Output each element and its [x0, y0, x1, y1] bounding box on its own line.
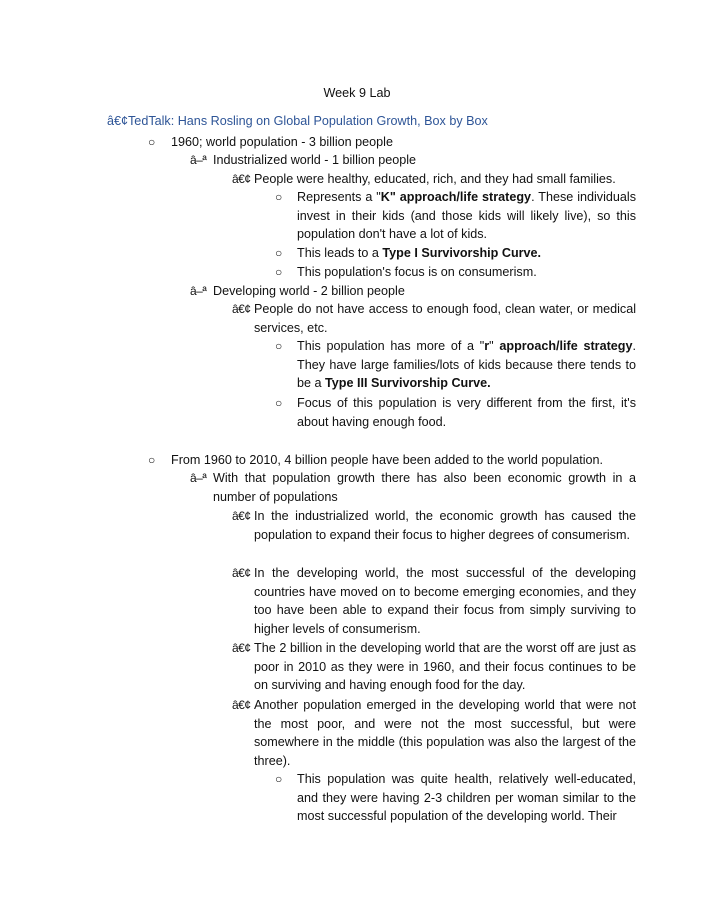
heading-bullet: â€¢: [107, 114, 129, 128]
circle-bullet: ○: [275, 190, 283, 204]
mojibake-bullet: â€¢: [232, 641, 251, 655]
heading-text: TedTalk: Hans Rosling on Global Population Growth, Box by Box: [128, 114, 488, 128]
list-item: People were healthy, educated, rich, and they had small families.: [254, 172, 616, 186]
mojibake-bullet: â€¢: [232, 509, 251, 523]
page-title: Week 9 Lab: [323, 86, 391, 100]
list-item: Industrialized world - 1 billion people: [213, 153, 417, 167]
circle-bullet: ○: [275, 772, 283, 786]
list-item: Focus of this population is very different from the first, it's about having enough food.: [297, 396, 636, 429]
circle-bullet: ○: [148, 135, 156, 149]
circle-bullet: ○: [275, 339, 283, 353]
list-item: Another population emerged in the developing world that were not the most poor, and were not the most successful, but were somewhere in the middle (this population was also the largest of the three).: [254, 698, 636, 768]
circle-bullet: ○: [275, 265, 283, 279]
list-item: In the developing world, the most successful of the developing countries have moved on to become emerging economies, and they too have been able to expand their focus from simply surviving to higher levels of consumerism.: [254, 566, 636, 636]
arrow-bullet: â–ª: [190, 284, 207, 298]
list-item: With that population growth there has also been economic growth in a number of populations: [213, 471, 636, 504]
mojibake-bullet: â€¢: [232, 698, 251, 712]
mojibake-bullet: â€¢: [232, 566, 251, 580]
list-item: 1960; world population - 3 billion people: [171, 135, 393, 149]
list-item: People do not have access to enough food, clean water, or medical services, etc.: [254, 302, 636, 335]
list-item: Represents a "K" approach/life strategy. These individuals invest in their kids (and those kids will likely live), so this population don't have a lot of kids.: [297, 190, 637, 241]
circle-bullet: ○: [275, 396, 283, 410]
circle-bullet: ○: [148, 453, 156, 467]
arrow-bullet: â–ª: [190, 153, 207, 167]
list-item: This population's focus is on consumerism.: [297, 265, 537, 279]
arrow-bullet: â–ª: [190, 471, 207, 485]
list-item: This population was quite health, relatively well-educated, and they were having 2-3 children per woman similar to the most successful population of the developing world. Their: [297, 772, 636, 823]
list-item: This population has more of a "r" approach/life strategy. They have large families/lots of kids because there tends to be a Type III Survivorship Curve.: [297, 339, 636, 390]
circle-bullet: ○: [275, 246, 283, 260]
section-heading: [107, 114, 488, 128]
list-item: Developing world - 2 billion people: [213, 284, 405, 298]
mojibake-bullet: â€¢: [232, 302, 251, 316]
list-item: From 1960 to 2010, 4 billion people have been added to the world population.: [171, 453, 604, 467]
list-item: In the industrialized world, the economic growth has caused the population to expand their focus to higher degrees of consumerism.: [254, 509, 636, 542]
list-item: The 2 billion in the developing world that are the worst off are just as poor in 2010 as they were in 1960, and their focus continues to be on surviving and having enough food for the day.: [254, 641, 636, 692]
mojibake-bullet: â€¢: [232, 172, 251, 186]
list-item: This leads to a Type I Survivorship Curve.: [297, 246, 542, 260]
